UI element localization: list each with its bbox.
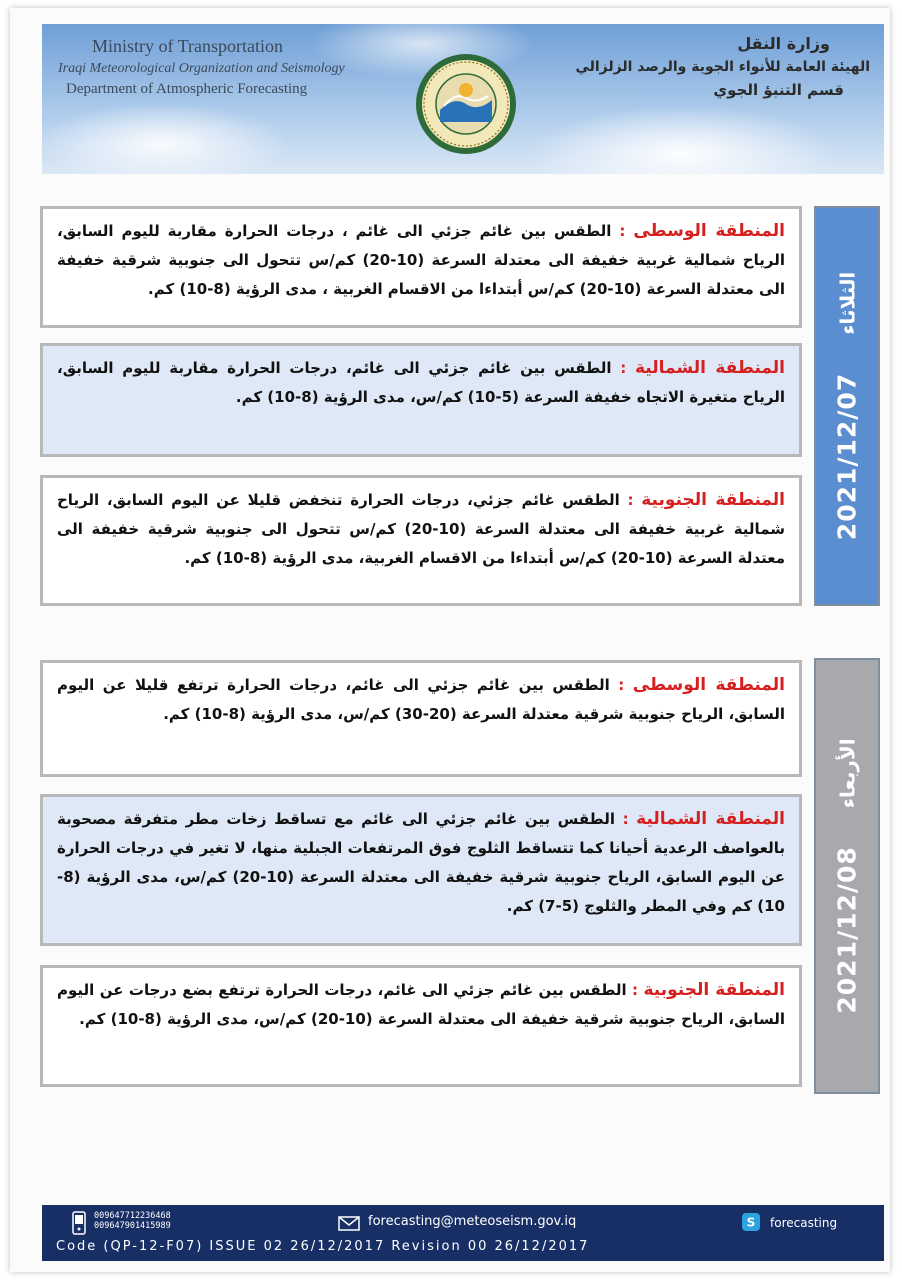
header-arabic bbox=[570, 34, 870, 99]
department-en: Department of Atmospheric Forecasting bbox=[66, 81, 308, 97]
phone-number: 009647901415989 bbox=[94, 1221, 171, 1231]
header-english bbox=[58, 36, 358, 98]
region-forecast: الطقس بين غائم جزئي الى غائم مع تساقط زخات مطر متفرقة مصحوبة بالعواصف الرعدية أحيانا كما تتساقط الثلوج فوق المرتفعات الجبلية منها، لا تغير في درجات الحرارة عن اليوم السابق، الرياح جنوبية شرقية خفيفة الى معتدلة السرعة (10-20) كم/س، مدى الرؤية (8-10) كم وفي المطر والثلوج (5-7) كم. bbox=[57, 810, 786, 915]
region-forecast: الطقس بين غائم جزئي الى غائم ، درجات الحرارة مقاربة لليوم السابق، الرياح شمالية غربية خفيفة الى معتدلة السرعة (10-20) كم/س تتحول الى جنوبية شرقية خفيفة الى معتدلة السرعة (10-20) كم/س أبتداءا من الاقسام الغربية ، مدى الرؤية (8-10) كم. bbox=[57, 222, 785, 298]
day2-date: 2021/12/08 bbox=[832, 846, 862, 1014]
region-forecast: الطقس بين غائم جزئي الى غائم، درجات الحرارة مقاربة لليوم السابق، الرياح متغيرة الاتجاه خفيفة السرعة (5-10) كم/س، مدى الرؤية (8-10) كم. bbox=[57, 359, 785, 406]
skype-icon bbox=[742, 1213, 760, 1231]
region-forecast: الطقس بين غائم جزئي الى غائم، درجات الحرارة ترتفع قليلا عن اليوم السابق، الرياح جنوبية شرقية معتدلة السرعة (20-30) كم/س، مدى الرؤية (8-10) كم. bbox=[57, 676, 785, 723]
day2-central-box: المنطقة الوسطى : الطقس بين غائم جزئي الى غائم، درجات الحرارة ترتفع قليلا عن اليوم السابق، الرياح جنوبية شرقية معتدلة السرعة (20-30) كم/س، مدى الرؤية (8-10) كم. bbox=[40, 660, 802, 777]
day2-south-box: المنطقة الجنوبية : الطقس بين غائم جزئي الى غائم، درجات الحرارة ترتفع بضع درجات عن اليوم السابق، الرياح جنوبية شرقية خفيفة الى معتدلة السرعة (10-20) كم/س، مدى الرؤية (8-10) كم. bbox=[40, 965, 802, 1087]
day1-weekday: الثلاثاء bbox=[835, 271, 859, 335]
day1-central-box: المنطقة الوسطى : الطقس بين غائم جزئي الى غائم ، درجات الحرارة مقاربة لليوم السابق، الرياح شمالية غربية خفيفة الى معتدلة السرعة (10-20) كم/س تتحول الى جنوبية شرقية خفيفة الى معتدلة السرعة (10-20) كم/س أبتداءا من الاقسام الغربية ، مدى الرؤية (8-10) كم. bbox=[40, 206, 802, 328]
organization-ar: الهيئة العامة للأنواء الجوية والرصد الزلزالي bbox=[575, 59, 870, 75]
region-title: المنطقة الوسطى bbox=[632, 675, 785, 695]
ministry-en: Ministry of Transportation bbox=[92, 36, 284, 56]
day2-north-box: المنطقة الشمالية : الطقس بين غائم جزئي الى غائم مع تساقط زخات مطر متفرقة مصحوبة بالعواصف الرعدية أحيانا كما تتساقط الثلوج فوق المرتفعات الجبلية منها، لا تغير في درجات الحرارة عن اليوم السابق، الرياح جنوبية شرقية خفيفة الى معتدلة السرعة (10-20) كم/س، مدى الرؤية (8-10) كم وفي المطر والثلوج (5-7) كم. bbox=[40, 794, 802, 946]
day1-date: 2021/12/07 bbox=[832, 372, 862, 541]
footer-phones bbox=[94, 1211, 171, 1231]
day2-date-bar bbox=[814, 658, 880, 1094]
phone-number: 009647712236468 bbox=[94, 1211, 171, 1221]
day2-weekday: الأربعاء bbox=[835, 738, 859, 809]
day1-date-bar bbox=[814, 206, 880, 606]
footer-email[interactable]: forecasting@meteoseism.gov.iq bbox=[368, 1214, 577, 1229]
ministry-ar: وزارة النقل bbox=[737, 34, 830, 53]
region-forecast: الطقس بين غائم جزئي الى غائم، درجات الحرارة ترتفع بضع درجات عن اليوم السابق، الرياح جنوبية شرقية خفيفة الى معتدلة السرعة (10-20) كم/س، مدى الرؤية (8-10) كم. bbox=[57, 981, 785, 1028]
document-code-line: Code (QP-12-F07) ISSUE 02 26/12/2017 Revision 00 26/12/2017 bbox=[56, 1239, 590, 1254]
region-title: المنطقة الشمالية bbox=[636, 809, 785, 829]
day1-north-box: المنطقة الشمالية : الطقس بين غائم جزئي الى غائم، درجات الحرارة مقاربة لليوم السابق، الرياح متغيرة الاتجاه خفيفة السرعة (5-10) كم/س، مدى الرؤية (8-10) كم. bbox=[40, 343, 802, 457]
region-title: المنطقة الجنوبية bbox=[641, 490, 785, 510]
footer-skype[interactable]: forecasting bbox=[770, 1216, 838, 1230]
department-ar: قسم التنبؤ الجوي bbox=[713, 81, 844, 99]
mail-icon bbox=[338, 1216, 360, 1231]
organization-en: Iraqi Meteorological Organization and Seismology bbox=[58, 61, 345, 76]
region-title: المنطقة الشمالية bbox=[634, 358, 785, 378]
phone-icon bbox=[72, 1211, 86, 1235]
region-forecast: الطقس غائم جزئي، درجات الحرارة تنخفض قليلا عن اليوم السابق، الرياح شمالية غربية خفيفة الى معتدلة السرعة (10-20) كم/س تتحول الى جنوبية شرقية خفيفة الى معتدلة السرعة (10-20) كم/س أبتداءا من الاقسام الغربية، مدى الرؤية (8-10) كم. bbox=[57, 491, 785, 567]
seal-logo-icon bbox=[414, 52, 518, 156]
day1-south-box: المنطقة الجنوبية : الطقس غائم جزئي، درجات الحرارة تنخفض قليلا عن اليوم السابق، الرياح شمالية غربية خفيفة الى معتدلة السرعة (10-20) كم/س تتحول الى جنوبية شرقية خفيفة الى معتدلة السرعة (10-20) كم/س أبتداءا من الاقسام الغربية، مدى الرؤية (8-10) كم. bbox=[40, 475, 802, 606]
region-title: المنطقة الوسطى bbox=[633, 221, 785, 241]
footer-bar bbox=[42, 1205, 884, 1261]
svg-text:S: S bbox=[746, 1215, 756, 1230]
header-banner bbox=[42, 24, 884, 174]
region-title: المنطقة الجنوبية bbox=[643, 980, 785, 1000]
